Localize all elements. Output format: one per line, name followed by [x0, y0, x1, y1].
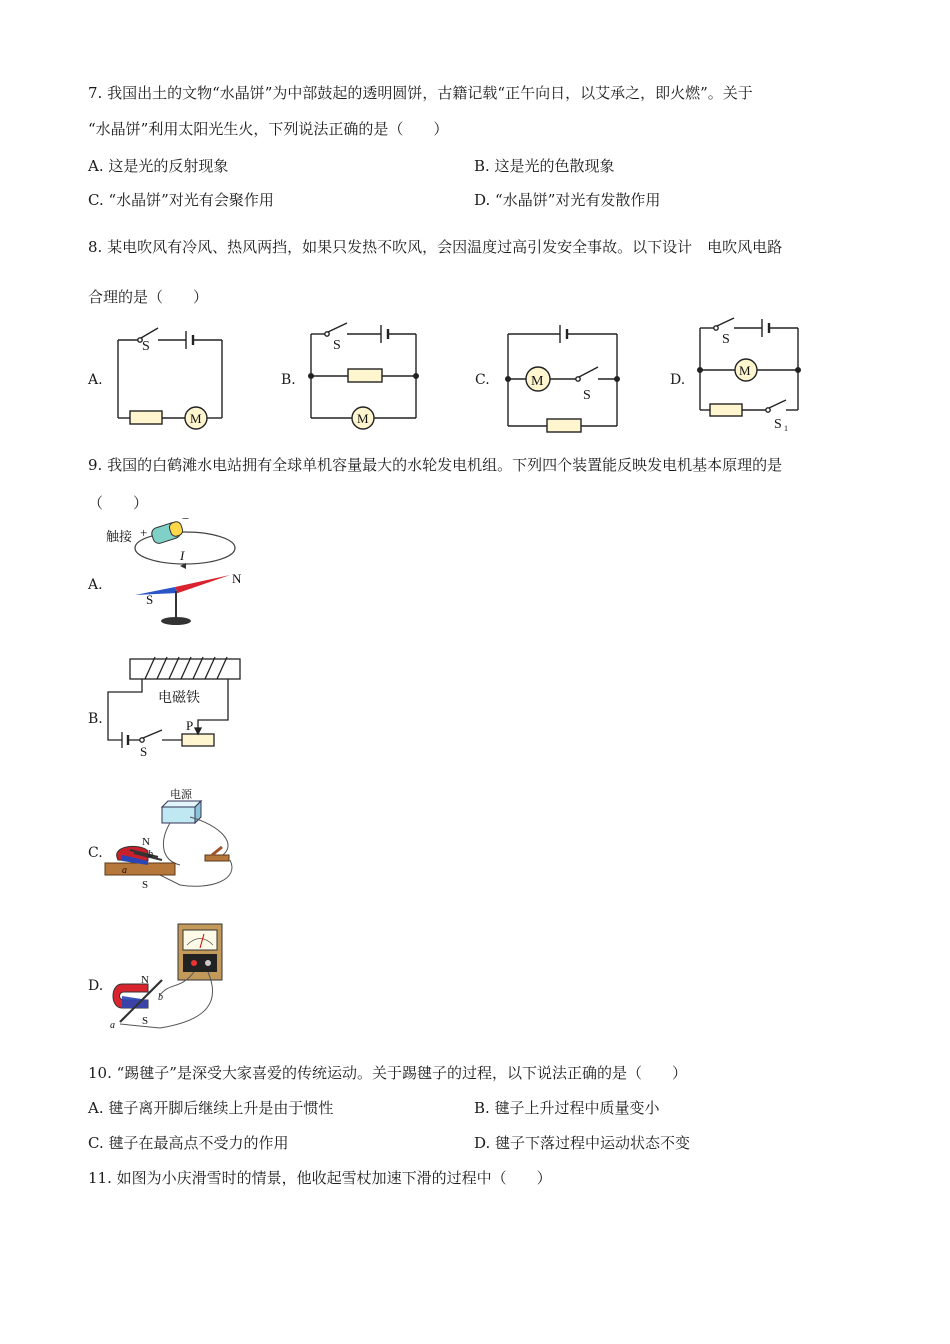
- q11-stem: 11. 如图为小庆滑雪时的情景，他收起雪杖加速下滑的过程中（ ）: [88, 1169, 552, 1187]
- q9-d-pole-s: S: [142, 1015, 149, 1027]
- q9-d-rod-b: b: [158, 992, 163, 1003]
- q9-d-rod-a: a: [110, 1020, 115, 1031]
- q9-stem-line1: 9. 我国的白鹤滩水电站拥有全球单机容量最大的水轮发电机组。下列四个装置能反映发电机基本原理的是: [88, 456, 783, 474]
- q9-b-p-label: P: [186, 718, 194, 733]
- q7-stem-line1: 7. 我国出土的文物“水晶饼”为中部鼓起的透明圆饼，古籍记载“正午向日，以艾承之，即火燃”。关于: [88, 84, 753, 102]
- q9-figure-c-motor: [100, 785, 250, 895]
- q9-c-rod-a: a: [122, 865, 127, 876]
- q8-label-a: A.: [88, 372, 103, 388]
- q8-circuit-b: [303, 318, 433, 430]
- q7-option-c: C. “水晶饼”对光有会聚作用: [88, 191, 274, 209]
- q9-a-pole-n: N: [232, 571, 242, 586]
- q9-label-b: B.: [88, 711, 103, 727]
- q8-d-motor-label: M: [739, 363, 751, 378]
- q7-option-b: B. 这是光的色散现象: [474, 157, 615, 175]
- q9-a-pole-s: S: [146, 592, 154, 607]
- q9-stem-line2: （ ）: [88, 494, 149, 512]
- q9-label-d: D.: [88, 978, 104, 994]
- q10-option-a: A. 毽子离开脚后继续上升是由于惯性: [88, 1099, 334, 1117]
- q8-a-switch-label: S: [142, 339, 150, 354]
- q8-label-b: B.: [281, 372, 296, 388]
- q8-circuit-a: [108, 318, 238, 430]
- q8-label-c: C.: [475, 372, 490, 388]
- q8-c-motor-label: M: [531, 374, 544, 389]
- q8-stem-line1: 8. 某电吹风有冷风、热风两挡，如果只发热不吹风，会因温度过高引发安全事故。以下设计 电吹风电路: [88, 238, 783, 256]
- q8-label-d: D.: [670, 372, 686, 388]
- q8-b-motor-label: M: [357, 411, 369, 426]
- q9-figure-d-generator: [100, 920, 230, 1035]
- q7-stem-line2: “水晶饼”利用太阳光生火，下列说法正确的是（ ）: [88, 120, 449, 138]
- q9-a-current: I: [180, 548, 185, 563]
- q8-circuit-c: [500, 318, 625, 438]
- q9-a-plus: +: [140, 525, 148, 540]
- q9-label-c: C.: [88, 845, 103, 861]
- q8-a-motor-label: M: [190, 411, 202, 426]
- q9-figure-a-oersted: [100, 511, 250, 630]
- q8-b-switch-label: S: [333, 338, 341, 353]
- q9-c-pole-s: S: [142, 879, 149, 891]
- q9-a-touch-label: 触接: [106, 529, 133, 544]
- q9-a-minus: −: [182, 511, 190, 526]
- q9-figure-b-electromagnet: [100, 654, 250, 760]
- q9-label-a: A.: [88, 577, 103, 593]
- q10-option-d: D. 毽子下落过程中运动状态不变: [474, 1134, 691, 1152]
- q9-b-s-label: S: [140, 744, 148, 759]
- q8-c-switch-label: S: [583, 388, 591, 403]
- q9-d-pole-n: N: [141, 974, 149, 986]
- q8-circuit-d: [692, 318, 807, 436]
- q9-c-rod-b: b: [148, 849, 153, 860]
- q8-d-s1-label: S: [774, 417, 782, 432]
- q7-option-d: D. “水晶饼”对光有发散作用: [474, 191, 661, 209]
- q9-c-power-label: 电源: [170, 789, 192, 801]
- q9-b-electromagnet-label: 电磁铁: [158, 691, 200, 706]
- q10-option-b: B. 毽子上升过程中质量变小: [474, 1099, 660, 1117]
- q8-stem-line2: 合理的是（ ）: [88, 288, 209, 306]
- q7-option-a: A. 这是光的反射现象: [88, 157, 229, 175]
- q8-d-s1-subscript: 1: [784, 424, 788, 433]
- q9-c-pole-n: N: [142, 836, 150, 848]
- q10-stem: 10. “踢毽子”是深受大家喜爱的传统运动。关于踢毽子的过程，以下说法正确的是（ ）: [88, 1064, 687, 1082]
- q10-option-c: C. 毽子在最高点不受力的作用: [88, 1134, 289, 1152]
- q8-d-switch-label: S: [722, 332, 730, 347]
